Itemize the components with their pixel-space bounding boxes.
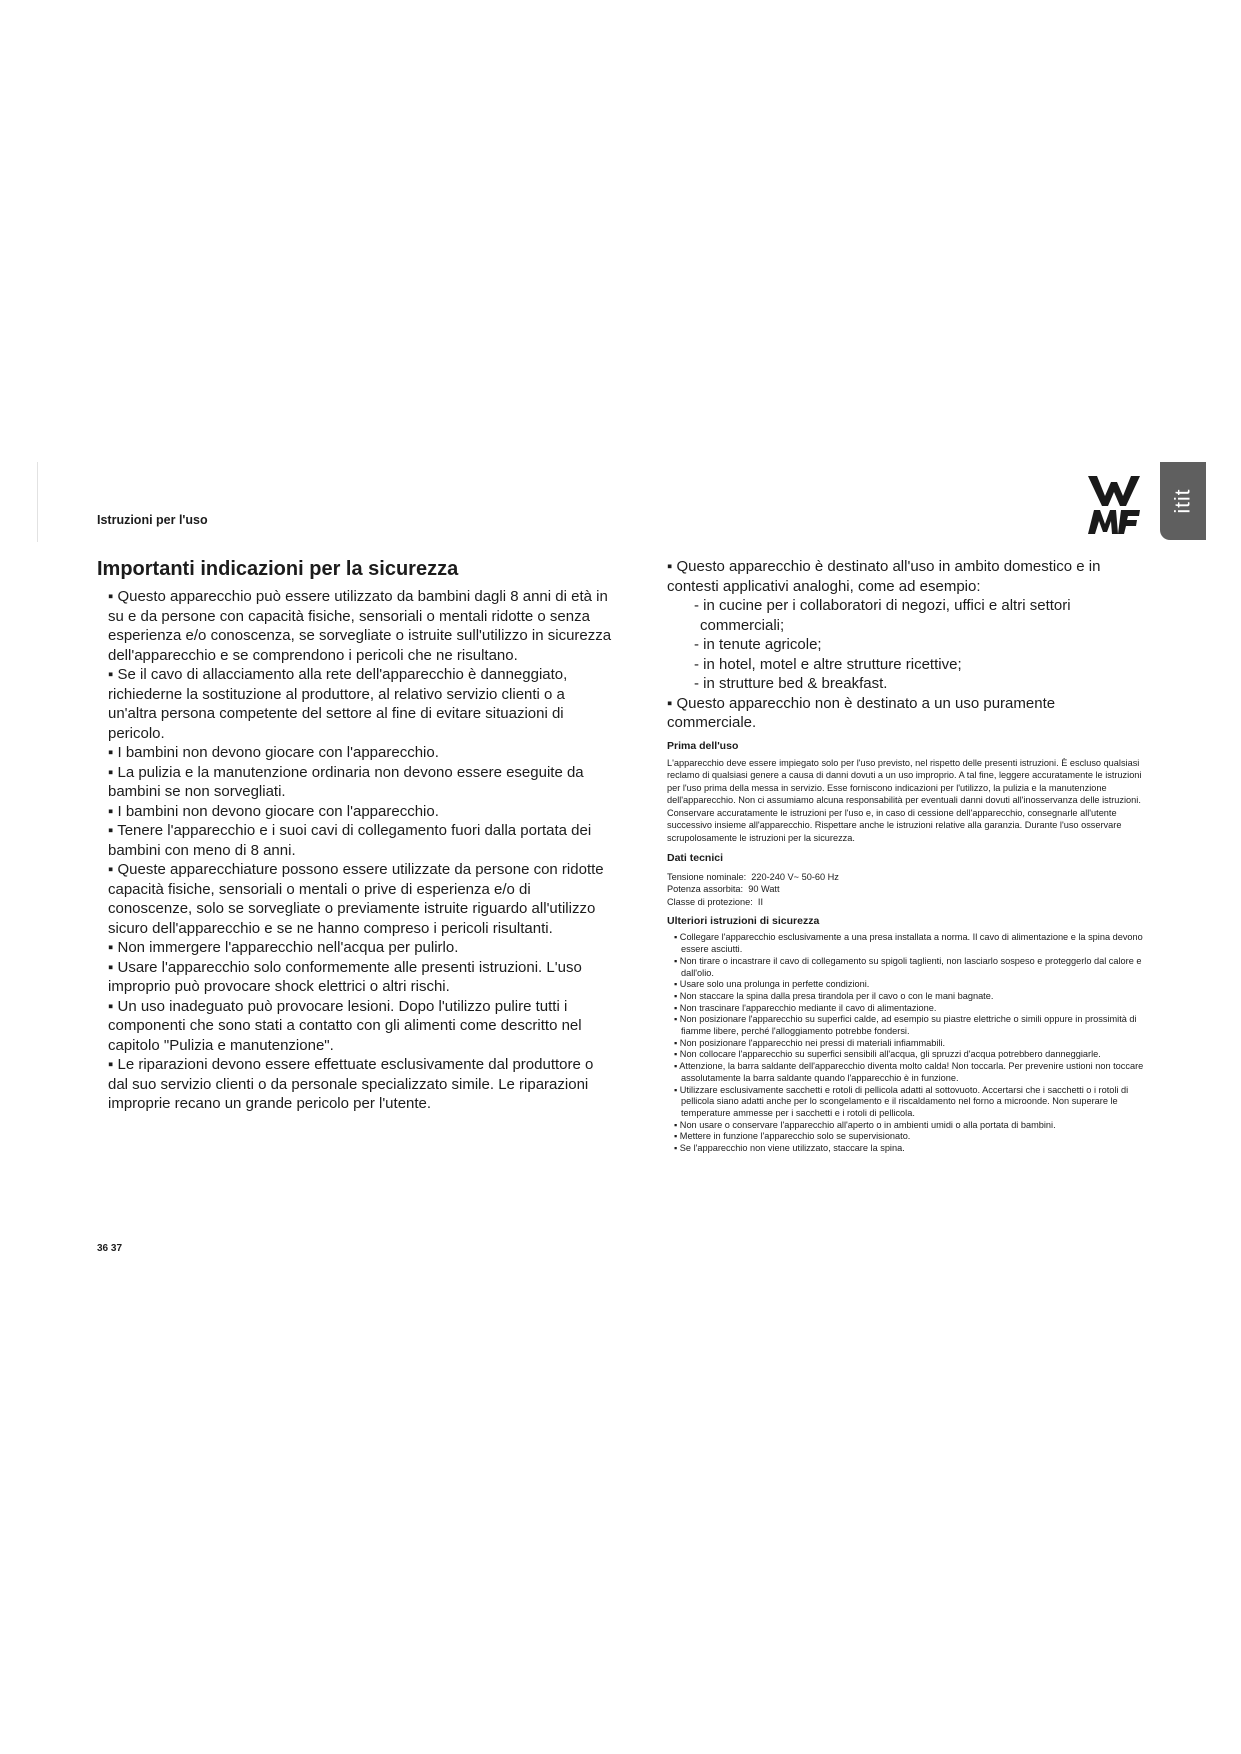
prima-heading: Prima dell'uso bbox=[667, 739, 739, 752]
not-commercial-note: ▪ Questo apparecchio non è destinato a un uso puramente commerciale. bbox=[667, 694, 1056, 731]
safety-item: ▪ Non immergere l'apparecchio nell'acqua per pulirlo. bbox=[108, 939, 459, 956]
page-numbers: 36 37 bbox=[97, 1243, 123, 1254]
further-safety-list bbox=[667, 932, 1147, 1154]
prima-paragraph: Conservare accuratamente le istruzioni per l'uso e, in caso di cessione dell'apparecchio, consegnarle all'utente successivo insieme all'apparecchio. Rispettare anche le istruzioni relative alla garanzia. Durante l'uso osservare scrupolosamente le istruzioni per la sicurezza. bbox=[667, 807, 1122, 844]
safety-item: ▪ Se il cavo di allacciamento alla rete dell'apparecchio è danneggiato, richiederne la sostituzione al produttore, al relativo servizio clienti o a un'altra persona competente del settore al fine di evitare situazioni di pericolo. bbox=[108, 666, 568, 742]
further-safety-item: ▪ Mettere in funzione l'apparecchio solo se supervisionato. bbox=[674, 1131, 911, 1142]
domestic-example: - in cucine per i collaboratori di negozi, uffici e altri settori commerciali; bbox=[694, 597, 1071, 634]
wmf-logo-graphic bbox=[1086, 474, 1144, 536]
wmf-logo bbox=[1086, 474, 1144, 536]
language-tab-label: itit bbox=[1171, 488, 1194, 514]
safety-item: ▪ Questo apparecchio può essere utilizzato da bambini dagli 8 anni di età in su e da persone con capacità fisiche, sensoriali o mentali ridotte o senza esperienza e/o conoscenza, se sorvegliate o istruite sull'utilizzo in sicurezza dell'apparecchio e se comprendono i pericoli che ne risultano. bbox=[108, 588, 612, 664]
further-safety-item: ▪ Non tirare o incastrare il cavo di collegamento su spigoli taglienti, non lasciarlo sospeso e proteggerlo dal calore e dall'olio. bbox=[674, 955, 1142, 978]
further-safety-item: ▪ Se l'apparecchio non viene utilizzato, staccare la spina. bbox=[674, 1143, 905, 1154]
domestic-example: - in strutture bed & breakfast. bbox=[694, 675, 888, 692]
tech-value: 90 Watt bbox=[748, 884, 780, 895]
further-safety-item: ▪ Non posizionare l'apparecchio nei pressi di materiali infiammabili. bbox=[674, 1037, 946, 1048]
tech-label: Tensione nominale: bbox=[667, 871, 747, 882]
tech-value: II bbox=[757, 896, 764, 907]
domestic-use-intro: ▪ Questo apparecchio è destinato all'uso in ambito domestico e in contesti applicativi analoghi, come ad esempio: bbox=[667, 558, 1101, 595]
further-safety-item: ▪ Non posizionare l'apparecchio su superfici calde, ad esempio su piastre elettriche o simili oppure in prossimità di fiamme libere, perché l'alloggiamento potrebbe fondersi. bbox=[674, 1014, 1137, 1037]
tech-label: Classe di protezione: bbox=[667, 896, 753, 907]
further-safety-item: ▪ Non trascinare l'apparecchio mediante il cavo di alimentazione. bbox=[674, 1002, 937, 1013]
safety-item: ▪ Usare l'apparecchio solo conformemente alle presenti istruzioni. L'uso improprio può provocare shock elettrici o altri rischi. bbox=[108, 958, 582, 995]
domestic-example: - in hotel, motel e altre strutture ricettive; bbox=[694, 655, 962, 673]
tech-data bbox=[667, 871, 1147, 909]
tech-row bbox=[667, 896, 1147, 909]
safety-item: ▪ La pulizia e la manutenzione ordinaria non devono essere eseguite da bambini se non sorvegliati. bbox=[108, 763, 584, 800]
safety-item: ▪ Queste apparecchiature possono essere utilizzate da persone con ridotte capacità fisiche, sensoriali o mentali o prive di esperienza e/o di conoscenze, solo se sorvegliate o previamente istruite riguardo all'utilizzo sicuro dell'apparecchio e se ne hanno compreso i pericoli risultanti. bbox=[108, 861, 604, 937]
safety-item: ▪ I bambini non devono giocare con l'apparecchio. bbox=[108, 802, 439, 820]
safety-item: ▪ Tenere l'apparecchio e i suoi cavi di collegamento fuori dalla portata dei bambini con meno di 8 anni. bbox=[108, 822, 592, 859]
safety-item: ▪ Le riparazioni devono essere effettuate esclusivamente dal produttore o dal suo servizio clienti o da personale specializzato simile. Le riparazioni improprie recano un grande pericolo per l'utente. bbox=[108, 1056, 594, 1112]
further-safety-item: ▪ Utilizzare esclusivamente sacchetti e rotoli di pellicola adatti al sottovuoto. Accertarsi che i sacchetti o i rotoli di pellicola siano adatti anche per lo scongelamento e il riscaldamento nel forno a microonde. Non superare le temperature ammesse per i sacchetti e i rotoli di pellicola. bbox=[674, 1084, 1129, 1118]
safety-item: ▪ I bambini non devono giocare con l'apparecchio. bbox=[108, 744, 439, 761]
further-safety-item: ▪ Usare solo una prolunga in perfette condizioni. bbox=[674, 979, 870, 990]
tech-label: Potenza assorbita: bbox=[667, 884, 744, 895]
safety-items-list bbox=[97, 587, 617, 1114]
section-title: Importanti indicazioni per la sicurezza bbox=[97, 558, 459, 580]
further-safety-item: ▪ Non collocare l'apparecchio su superfici sensibili all'acqua, gli spruzzi d'acqua potrebbero danneggiarle. bbox=[674, 1049, 1101, 1060]
safety-item: ▪ Un uso inadeguato può provocare lesioni. Dopo l'utilizzo pulire tutti i componenti che sono stati a contatto con gli alimenti come descritto nel capitolo "Pulizia e manutenzione". bbox=[108, 997, 582, 1054]
further-safety-item: ▪ Collegare l'apparecchio esclusivamente a una presa installata a norma. Il cavo di alimentazione e la spina devono essere asciutti. bbox=[674, 932, 1143, 955]
safety-section-left bbox=[97, 556, 617, 1114]
tech-row bbox=[667, 871, 1147, 884]
further-safety-item: ▪ Non usare o conservare l'apparecchio all'aperto o in ambienti umidi o alla portata di bambini. bbox=[674, 1119, 1056, 1130]
further-safety-item: ▪ Attenzione, la barra saldante dell'apparecchio diventa molto calda! Non toccarla. Per prevenire ustioni non toccare assolutamente la barra saldante quando l'apparecchio è in funzione. bbox=[674, 1061, 1144, 1083]
further-safety-item: ▪ Non staccare la spina dalla presa tirandola per il cavo o con le mani bagnate. bbox=[674, 990, 994, 1001]
safety-section-right bbox=[667, 557, 1147, 1155]
document-header-label: Istruzioni per l'uso bbox=[97, 513, 208, 527]
prima-paragraph: L'apparecchio deve essere impiegato solo per l'uso previsto, nel rispetto delle presenti istruzioni. È escluso qualsiasi reclamo di qualsiasi genere a causa di danni dovuti a un uso improprio. A tal fine, leggere accuratamente le istruzioni per l'uso prima della messa in servizio. Esse forniscono indicazioni per l'utilizzo, la pulizia e la manutenzione dell'apparecchio. Non ci assumiamo alcuna responsabilità per eventuali danni dovuti all'inosservanza delle istruzioni. bbox=[667, 757, 1142, 806]
domestic-use-examples bbox=[667, 596, 1147, 694]
tech-row bbox=[667, 883, 1147, 896]
tech-heading: Dati tecnici bbox=[667, 851, 724, 864]
margin-divider bbox=[37, 462, 38, 542]
tech-value: 220-240 V~ 50-60 Hz bbox=[751, 871, 839, 882]
further-safety-heading: Ulteriori istruzioni di sicurezza bbox=[667, 915, 820, 928]
language-tab[interactable] bbox=[1160, 462, 1206, 540]
domestic-example: - in tenute agricole; bbox=[694, 636, 822, 653]
